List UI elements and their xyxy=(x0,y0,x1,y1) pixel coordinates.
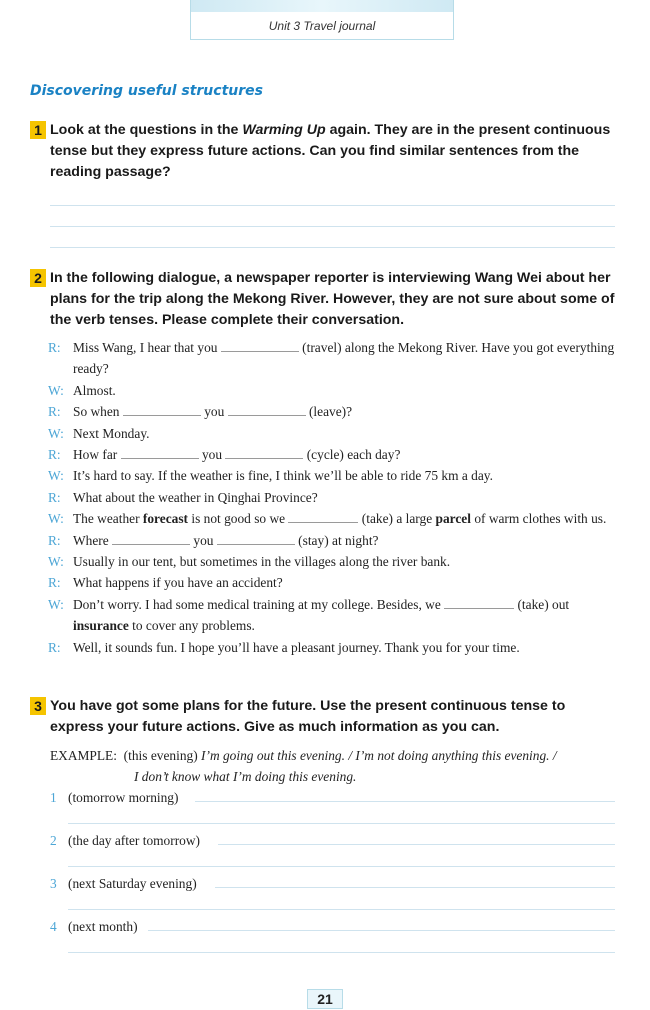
speaker-label: R: xyxy=(48,532,61,548)
task-2-number: 2 xyxy=(30,269,46,287)
task-1-number: 1 xyxy=(30,121,46,139)
dialogue-line: R: How far you (cycle) each day? xyxy=(48,444,620,465)
fill-blank[interactable] xyxy=(225,447,303,459)
task-3-instruction: You have got some plans for the future. Use the present continuous tense to express your future actions. Give as much information as you can. xyxy=(50,698,566,735)
fill-blank[interactable] xyxy=(221,340,299,352)
task-1-instruction: Look at the questions in the Warming Up again. They are in the present continuous tense but they express future actions. Can you find similar sentences from the reading passage? xyxy=(50,122,611,180)
fill-blank[interactable] xyxy=(288,511,358,523)
fill-blank[interactable] xyxy=(123,404,201,416)
plan-item-4: 4 (next month) xyxy=(50,919,615,935)
speaker-label: W: xyxy=(48,596,64,612)
speaker-label: W: xyxy=(48,554,64,570)
task-1 xyxy=(30,120,620,183)
dialogue-line: R: Well, it sounds fun. I hope you’ll have a pleasant journey. Thank you for your time. xyxy=(48,637,620,658)
plan-item-2: 2 (the day after tomorrow) xyxy=(50,833,615,849)
answer-line[interactable] xyxy=(50,226,615,227)
fill-blank[interactable] xyxy=(444,597,514,609)
section-title: Discovering useful structures xyxy=(30,83,263,99)
task-2-instruction: In the following dialogue, a newspaper reporter is interviewing Wang Wei about her plans for the trip along the Mekong River. However, they are not sure about some of the verb tenses. Please complete their conversation. xyxy=(50,270,615,328)
fill-blank[interactable] xyxy=(121,447,199,459)
speaker-label: R: xyxy=(48,404,61,420)
speaker-label: W: xyxy=(48,511,64,527)
task-3-number: 3 xyxy=(30,697,46,715)
answer-line[interactable] xyxy=(218,844,615,845)
dialogue-line: R: What about the weather in Qinghai Province? xyxy=(48,487,620,508)
speaker-label: R: xyxy=(48,447,61,463)
answer-line[interactable] xyxy=(50,205,615,206)
dialogue-line: R: Miss Wang, I hear that you (travel) along the Mekong River. Have you got everything ready? xyxy=(48,337,620,380)
dialogue-line: W: Next Monday. xyxy=(48,423,620,444)
unit-header xyxy=(190,0,454,40)
answer-line[interactable] xyxy=(68,909,615,910)
speaker-label: W: xyxy=(48,425,64,441)
speaker-label: R: xyxy=(48,489,61,505)
speaker-label: W: xyxy=(48,468,64,484)
answer-line[interactable] xyxy=(195,801,615,802)
answer-line[interactable] xyxy=(148,930,615,931)
fill-blank[interactable] xyxy=(112,533,190,545)
dialogue-line: R: So when you (leave)? xyxy=(48,401,620,422)
fill-blank[interactable] xyxy=(228,404,306,416)
plan-item-1: 1 (tomorrow morning) xyxy=(50,790,615,806)
speaker-label: R: xyxy=(48,639,61,655)
unit-title: Unit 3 Travel journal xyxy=(268,19,376,33)
example-block xyxy=(50,745,620,787)
speaker-label: R: xyxy=(48,340,61,355)
dialogue-line: R: What happens if you have an accident? xyxy=(48,572,620,593)
example-line-1: EXAMPLE: (this evening) I’m going out this evening. / I’m not doing anything this evening. / xyxy=(50,748,557,763)
speaker-label: R: xyxy=(48,575,61,591)
answer-line[interactable] xyxy=(68,866,615,867)
header-band xyxy=(191,0,453,12)
example-line-2: I don’t know what I’m doing this evening. xyxy=(134,769,357,784)
dialogue-line: W: Usually in our tent, but sometimes in the villages along the river bank. xyxy=(48,551,620,572)
dialogue xyxy=(48,337,620,658)
answer-line[interactable] xyxy=(68,952,615,953)
answer-line[interactable] xyxy=(68,823,615,824)
task-2 xyxy=(30,268,620,331)
dialogue-line: R: Where you (stay) at night? xyxy=(48,530,620,551)
dialogue-line: W: Almost. xyxy=(48,380,620,401)
page-number: 21 xyxy=(307,989,343,1009)
plan-item-3: 3 (next Saturday evening) xyxy=(50,876,615,892)
dialogue-line: W: It’s hard to say. If the weather is fine, I think we’ll be able to ride 75 km a day. xyxy=(48,465,620,486)
dialogue-line: W: The weather forecast is not good so we (take) a large parcel of warm clothes with us. xyxy=(48,508,620,529)
answer-line[interactable] xyxy=(215,887,615,888)
answer-line[interactable] xyxy=(50,247,615,248)
speaker-label: W: xyxy=(48,382,64,398)
dialogue-line: W: Don’t worry. I had some medical training at my college. Besides, we (take) out insurance to cover any problems. xyxy=(48,594,620,637)
fill-blank[interactable] xyxy=(217,533,295,545)
task-3 xyxy=(30,696,620,738)
